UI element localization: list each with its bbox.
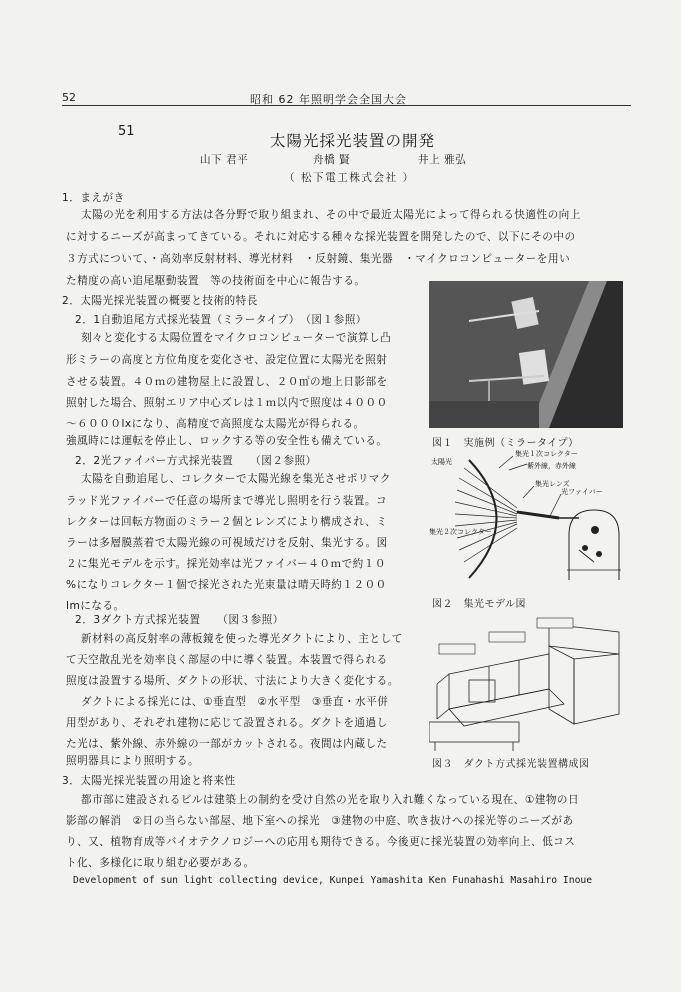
running-title: 昭和 62 年照明学会全国大会 bbox=[250, 93, 407, 106]
figure-2-diagram bbox=[429, 450, 623, 588]
figure-3-caption: 図３ ダクト方式採光装置構成図 bbox=[432, 759, 590, 770]
author-2: 舟橋 賢 bbox=[313, 154, 351, 166]
fig2-label-uv-ir: 紫外線，赤外線 bbox=[527, 462, 576, 470]
fig2-label-primary-collector: 集光１次コレクター bbox=[515, 450, 578, 458]
header-rule bbox=[62, 105, 631, 106]
article-title: 太陽光採光装置の開発 bbox=[270, 132, 436, 150]
s21-line: させる装置。４０ｍの建物屋上に設置し、２０㎡の地上日影部を bbox=[66, 376, 388, 388]
s1-line: に対するニーズが高まってきている。それに対応する種々な採光装置を開発したので、以下にその中の bbox=[66, 231, 576, 243]
s23-line: 新材料の高反射率の薄板鏡を使った導光ダクトにより、主として bbox=[81, 633, 403, 645]
fig2-label-fiber: 光ファイバー bbox=[561, 488, 603, 496]
english-title: Development of sun light collecting device, Kunpei Yamashita Ken Funahashi Masahiro Inoue bbox=[73, 875, 593, 886]
section-2-heading: 2．太陽光採光装置の概要と技術的特長 bbox=[62, 295, 258, 307]
figure-2-caption: 図２ 集光モデル図 bbox=[432, 599, 526, 610]
s22-line: レクターは回転方物面のミラー２個とレンズにより構成され、ミ bbox=[66, 516, 388, 528]
s23-line: ダクトによる採光には、①垂直型 ②水平型 ③垂直・水平併 bbox=[81, 696, 389, 708]
s22-line: ２に集光モデルを示す。採光効率は光ファイバー４０ｍで約１０ bbox=[66, 558, 386, 570]
fig2-label-lens: 集光レンズ bbox=[535, 480, 570, 488]
article-number: 51 bbox=[118, 124, 135, 139]
section-2-1-heading: 2．1自動追尾方式採光装置（ミラータイプ） （図１参照） bbox=[75, 314, 367, 326]
s21-line: 強風時には運転を停止し、ロックする等の安全性も備えている。 bbox=[66, 435, 388, 447]
s3-line: ト化、多様化に取り組む必要がある。 bbox=[66, 857, 255, 869]
s21-line: ～６０００lxになり、高精度で高照度な太陽光が得られる。 bbox=[66, 418, 365, 430]
s1-line: 太陽の光を利用する方法は各分野で取り組まれ、その中で最近太陽光によって得られる快適性の向上 bbox=[81, 209, 581, 221]
section-2-2-heading: 2．2光ファイバー方式採光装置 （図２参照） bbox=[75, 455, 317, 467]
author-3: 井上 雅弘 bbox=[418, 154, 467, 166]
s1-line: た精度の高い追尾駆動装置 等の技術面を中心に報告する。 bbox=[66, 275, 366, 287]
figure-1-photo bbox=[429, 281, 623, 428]
author-1: 山下 君平 bbox=[200, 154, 249, 166]
s23-line: た光は、紫外線、赤外線の一部がカットされる。夜間は内蔵した bbox=[66, 738, 388, 750]
page-number: 52 bbox=[62, 91, 76, 104]
s21-line: 照射した場合、照射エリア中心ズレは１ｍ以内で照度は４０００ bbox=[66, 397, 388, 409]
s22-line: ラーは多層膜蒸着で太陽光線の可視域だけを反射、集光する。図 bbox=[66, 537, 388, 549]
figure-1-caption: 図１ 実施例（ミラータイプ） bbox=[432, 438, 579, 449]
affiliation: （ 松下電工株式会社 ） bbox=[284, 172, 415, 184]
fig2-label-secondary-collector: 集光２次コレクター bbox=[429, 528, 492, 536]
section-3-heading: 3．太陽光採光装置の用途と将来性 bbox=[62, 775, 236, 787]
figure-3-diagram bbox=[429, 614, 623, 752]
s23-line: 照明器具により照明する。 bbox=[66, 755, 200, 767]
s22-line: ラッド光ファイバーで任意の場所まで導光し照明を行う装置。コ bbox=[66, 495, 388, 507]
section-1-heading: 1．まえがき bbox=[62, 192, 125, 204]
s23-line: 照度は設置する場所、ダクトの形状、寸法により大きく変化する。 bbox=[66, 675, 399, 687]
fig2-label-sunlight: 太陽光 bbox=[431, 458, 452, 466]
section-2-3-heading: 2．3ダクト方式採光装置 （図３参照） bbox=[75, 614, 284, 626]
s22-line: lmになる。 bbox=[66, 600, 125, 612]
s3-line: 影部の解消 ②日の当らない部屋、地下室への採光 ③建物の中庭、吹き抜けへの採光等のニーズがあ bbox=[66, 815, 574, 827]
s23-line: て天空散乱光を効率良く部屋の中に導く装置。本装置で得られる bbox=[66, 654, 388, 666]
s23-line: 用型があり、それぞれ建物に応じて設置される。ダクトを通過し bbox=[66, 717, 388, 729]
s22-line: %になりコレクター１個で採光された光束量は晴天時約１２００ bbox=[66, 579, 387, 591]
s22-line: 太陽を自動追尾し、コレクターで太陽光線を集光させポリマク bbox=[81, 473, 391, 485]
s21-line: 刻々と変化する太陽位置をマイクロコンピューターで演算し凸 bbox=[81, 332, 392, 344]
s3-line: り、又、植物育成等バイオテクノロジーへの応用も期待できる。今後更に採光装置の効率向上、低コス bbox=[66, 836, 576, 848]
s3-line: 都市部に建設されるビルは建築上の制約を受け自然の光を取り入れ難くなっている現在、①建物の日 bbox=[81, 794, 580, 806]
s21-line: 形ミラーの高度と方位角度を変化させ、設定位置に太陽光を照射 bbox=[66, 354, 388, 366]
s1-line: ３方式について、・高効率反射材料、導光材料 ・反射鏡、集光器 ・マイクロコンピューターを用い bbox=[66, 253, 571, 265]
